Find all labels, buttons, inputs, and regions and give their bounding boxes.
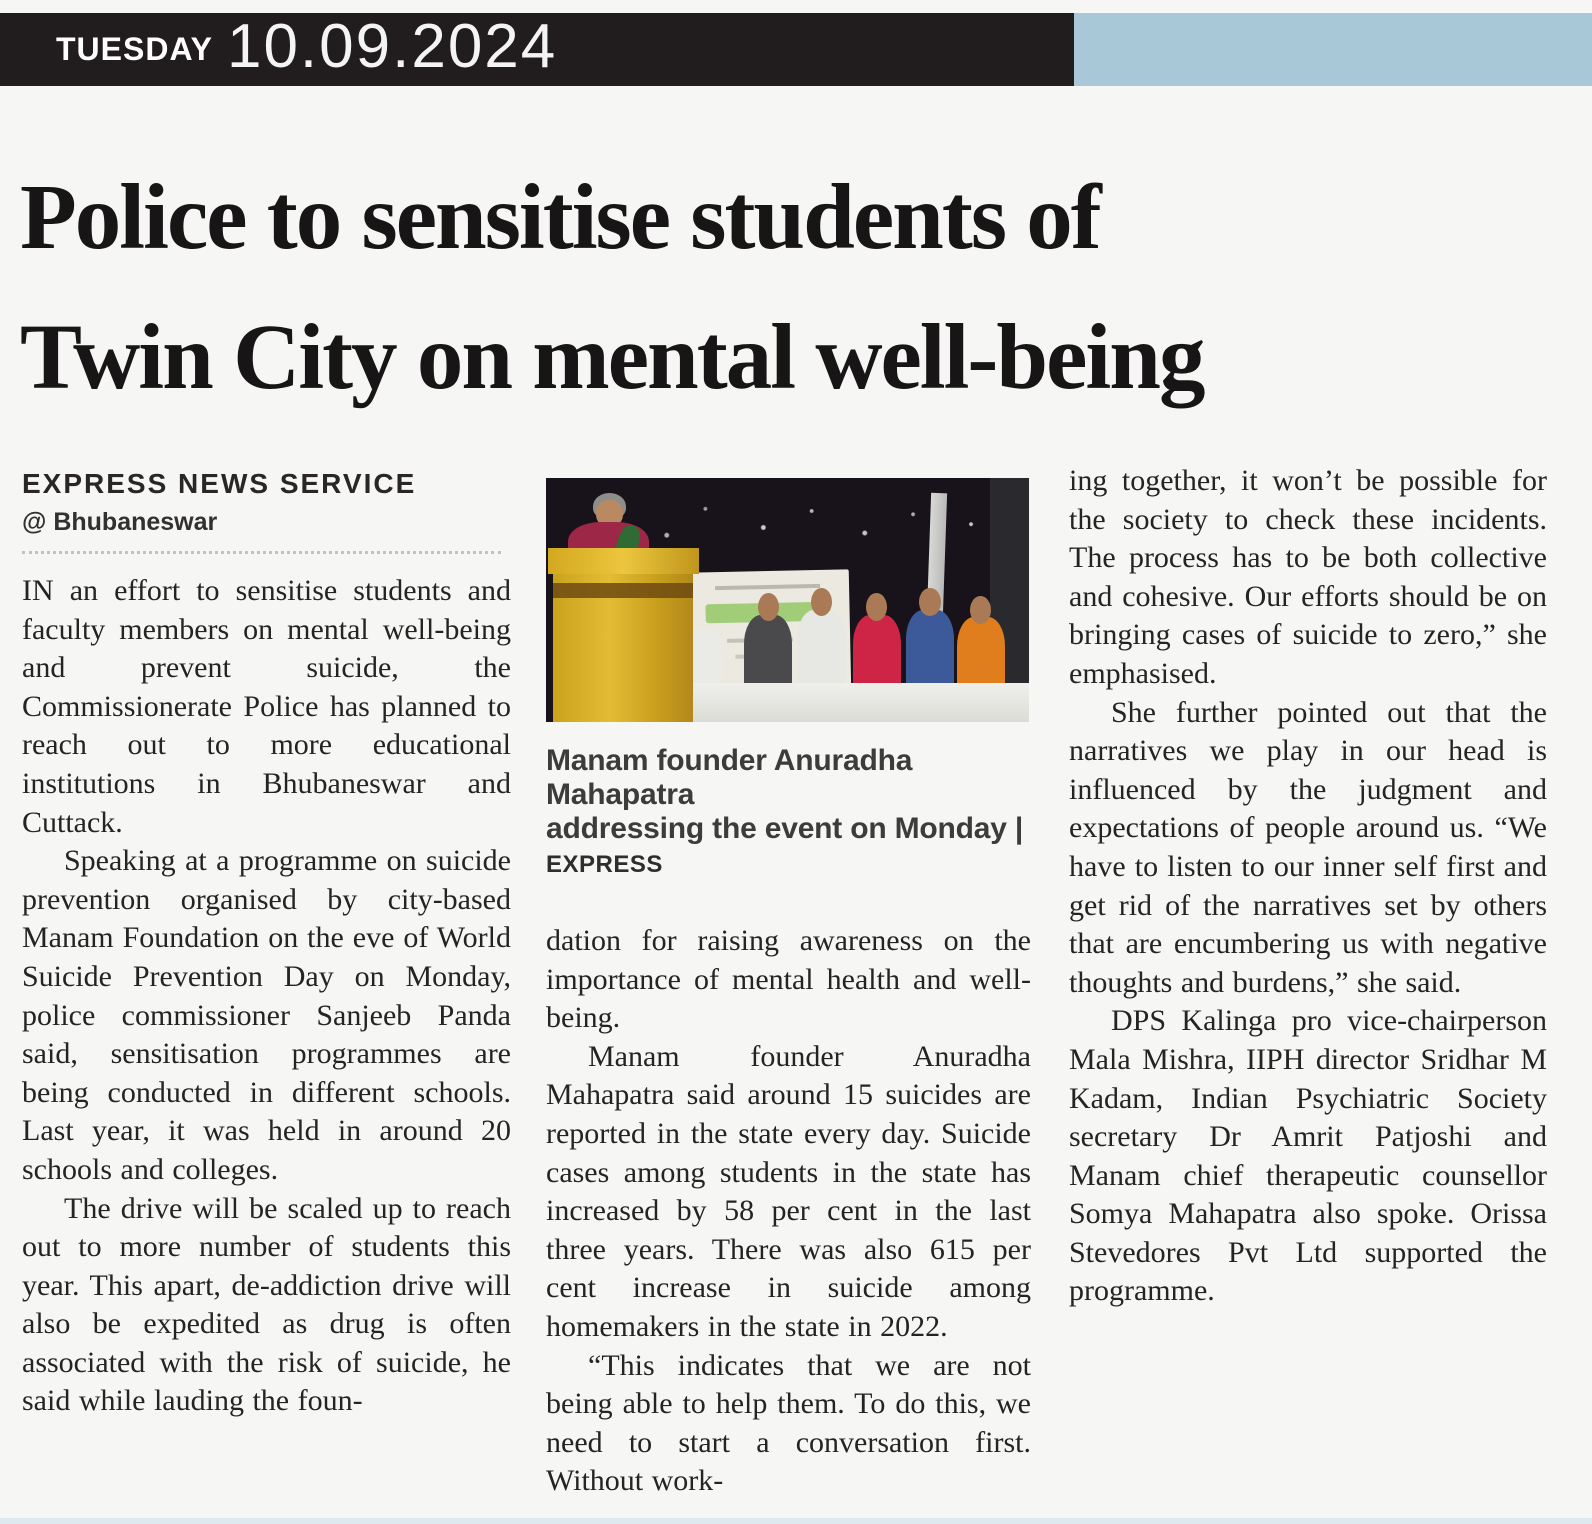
podium <box>553 561 693 722</box>
article-column-3 <box>1069 462 1547 1311</box>
paragraph: IN an effort to sensitise students and faculty members on mental well-being and prevent suicide, the Commissionerate Police has planned to reach out to more educational institutions in Bhubaneswar and Cuttack. <box>22 574 511 839</box>
masthead-date-bar <box>0 13 1074 86</box>
photo-caption-line-1: Manam founder Anuradha Mahapatra <box>546 744 913 811</box>
column-1-text <box>22 572 511 1421</box>
masthead-day-label: TUESDAY <box>56 31 213 67</box>
news-photo <box>546 478 1029 722</box>
byline-divider <box>22 551 501 554</box>
paragraph: ing together, it won’t be possible for the society to check these incidents. The process has to be both collective and cohesive. Our efforts should be on bringing cases of suicide to zero,” she emphasised. <box>1069 464 1547 690</box>
podium-top-board <box>548 548 699 574</box>
bottom-accent-strip <box>0 1518 1592 1524</box>
column-3-text <box>1069 462 1547 1311</box>
article-column-1 <box>22 462 511 1421</box>
masthead-accent-strip <box>1074 13 1592 86</box>
byline <box>22 462 511 554</box>
photo-credit: EXPRESS <box>546 851 663 878</box>
news-photo-figure <box>546 478 1031 882</box>
article-headline <box>20 148 1582 428</box>
article-column-2 <box>546 462 1031 1501</box>
headline-line-2: Twin City on mental well-being <box>20 306 1204 409</box>
paragraph: Manam founder Anuradha Mahapatra said around 15 suicides are reported in the state every day. Suicide cases among students in the state has increased by 58 per cent in the last three years. There was also 615 per cent increase in suicide among homemakers in the state in 2022. <box>546 1039 1031 1343</box>
panelist-figure <box>797 610 845 693</box>
masthead-date-label: 10.09.2024 <box>226 12 558 81</box>
paragraph: dation for raising awareness on the importance of mental health and well-being. <box>546 924 1031 1035</box>
panelist-figure <box>906 610 954 693</box>
photo-caption-line-2: addressing the event on Monday | <box>546 812 1024 845</box>
byline-location: @ Bhubaneswar <box>22 508 218 536</box>
paragraph: The drive will be scaled up to reach out to more number of students this year. This apart, de-addiction drive will also be expedited as drug is often associated with the risk of suicide, he said while lauding the foun- <box>22 1191 511 1418</box>
column-2-text <box>546 922 1031 1501</box>
paragraph: Speaking at a programme on suicide prevention organised by city-based Manam Foundation on the eve of World Suicide Prevention Day on Monday, police commissioner Sanjeeb Panda said, sensitisation programmes are being conducted in different schools. Last year, it was held in around 20 schools and colleges. <box>22 844 511 1186</box>
byline-agency: EXPRESS NEWS SERVICE <box>22 468 417 499</box>
headline-line-1: Police to sensitise students of <box>20 166 1100 269</box>
paragraph: She further pointed out that the narratives we play in our head is influenced by the judgment and expectations of people around us. “We have to listen to our inner self first and get rid of the narratives set by others that are encumbering us with negative thoughts and burdens,” she said. <box>1069 695 1547 999</box>
screen-text-lines <box>715 579 820 593</box>
paragraph: “This indicates that we are not being able to help them. To do this, we need to start a conversation first. Without work- <box>546 1348 1031 1498</box>
paragraph: DPS Kalinga pro vice-chairperson Mala Mishra, IIPH director Sridhar M Kadam, Indian Psychiatric Society secretary Dr Amrit Patjoshi and Manam chief therapeutic counsellor Somya Mahapatra also spoke. Orissa Stevedores Pvt Ltd supported the programme. <box>1069 1004 1547 1308</box>
head-table <box>672 683 1029 722</box>
podium-brown-band <box>553 583 693 597</box>
photo-caption <box>546 744 1031 882</box>
